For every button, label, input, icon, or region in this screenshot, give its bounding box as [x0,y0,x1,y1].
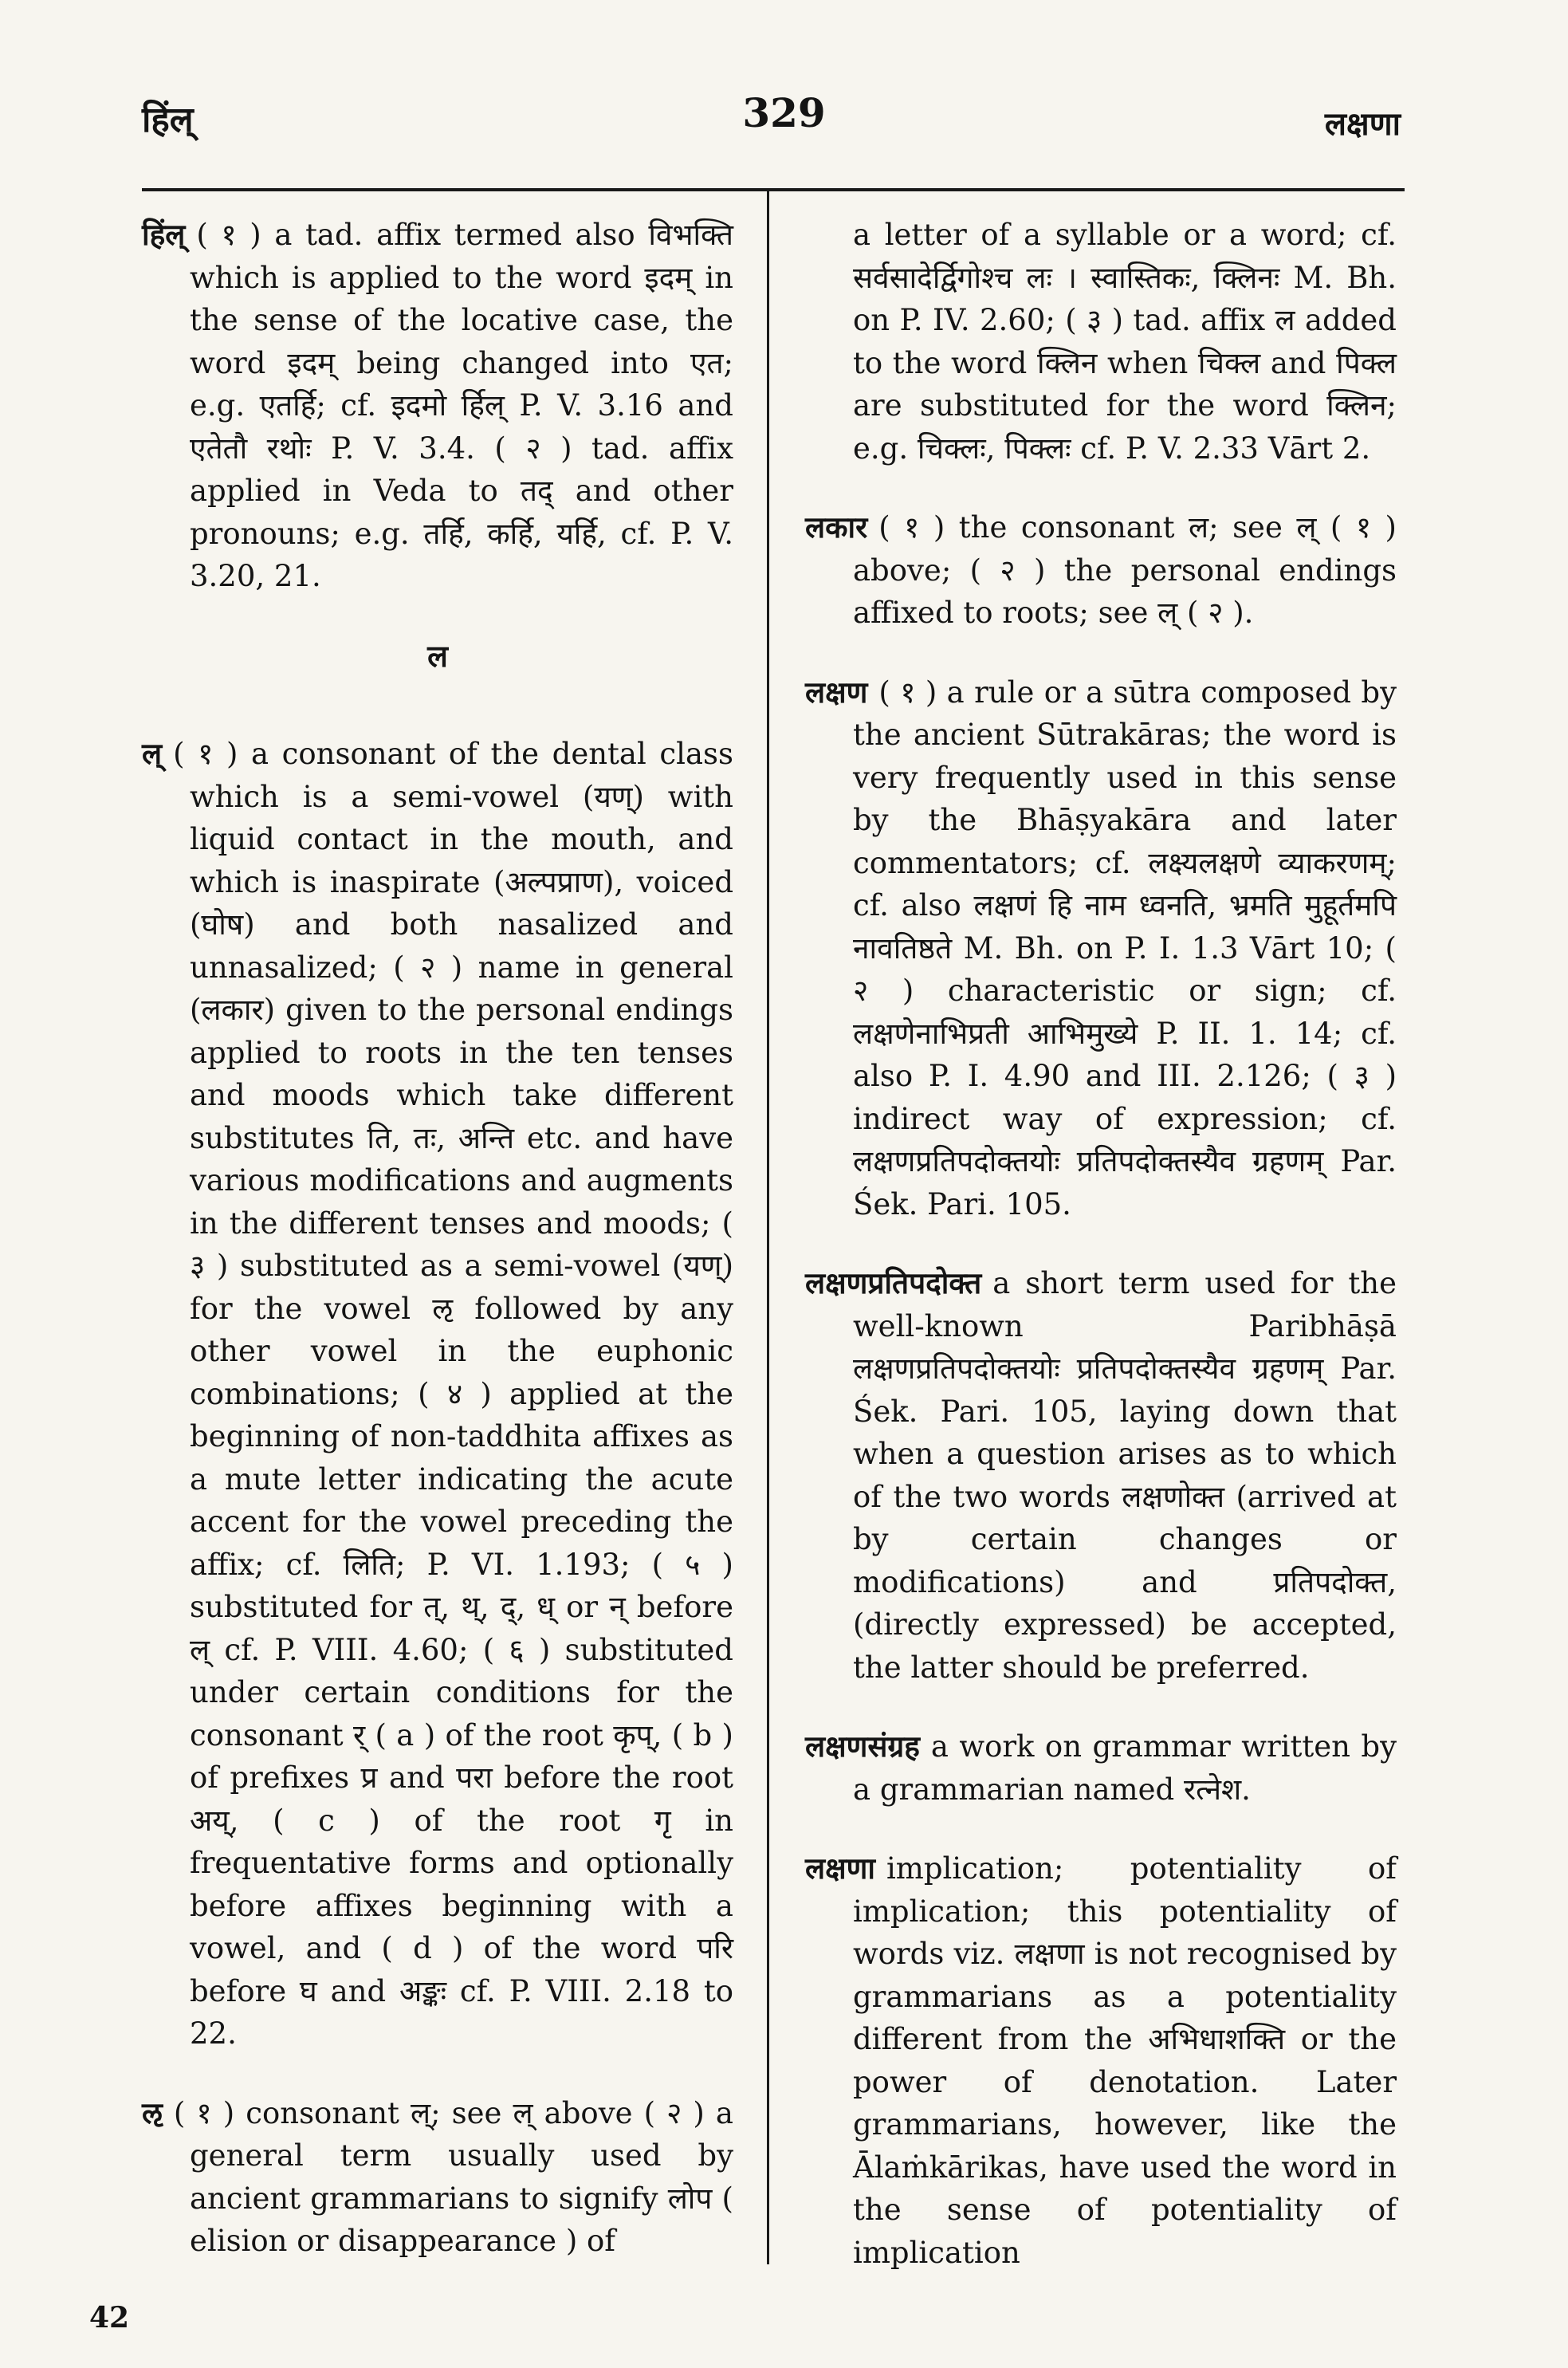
dictionary-entry-continued [805,214,1397,470]
entry-text: a work on grammar written by a grammarian named रत्नेश. [853,1729,1397,1807]
entry-headword: ऌ [142,2095,163,2130]
entry-text: a letter of a syllable or a word; cf. सर्वसादेर्द्विगोश्च लः । स्वास्तिकः, क्लिनः M. Bh. on P. IV. 2.60; ( ३ ) tad. affix ल added to the word क्लिन when चिक्ल and पिक्ल are substituted for the word क्लिन; e.g. चिक्लः, पिक्लः cf. P. V. 2.33 Vārt 2. [853,218,1397,466]
entry-headword: ल् [142,736,163,771]
dictionary-entry [805,506,1397,635]
dictionary-entry [805,1262,1397,1689]
entry-headword: लक्षणप्रतिपदोक्त [805,1265,982,1300]
entry-text: ( १ ) a rule or a sūtra composed by the ancient Sūtrakāras; the word is very frequently used in this sense by the Bhāṣyakāra and later commentators; cf. लक्ष्यलक्षणे व्याकरणम्; cf. also लक्षणं हि नाम ध्वनति, भ्रमति मुहूर्तमपि नावतिष्ठते M. Bh. on P. I. 1.3 Vārt 10; ( २ ) characteristic or sign; cf. लक्षणेनाभिप्रती आभिमुख्ये P. II. 1. 14; cf. also P. I. 4.90 and III. 2.126; ( ३ ) indirect way of expression; cf. लक्षणप्रतिपदोक्तयोः प्रतिपदोक्तस्यैव ग्रहणम् Par. Śek. Pari. 105. [853,675,1397,1221]
entry-text: ( १ ) a tad. affix termed also विभक्ति which is applied to the word इदम् in the sense of the locative case, the word इदम् being changed into एत; e.g. एतर्हि; cf. इदमो र्हिल् P. V. 3.16 and एतेतौ रथोः P. V. 3.4. ( २ ) tad. affix applied in Veda to तद् and other pronouns; e.g. तर्हि, कर्हि, यर्हि, cf. P. V. 3.20, 21. [190,218,733,593]
running-head-right: लक्षणा [1324,105,1401,143]
section-letter: ल [427,637,448,674]
dictionary-entry [805,671,1397,1226]
entry-text: a short term used for the well-known Paribhāṣā लक्षणप्रतिपदोक्तयोः प्रतिपदोक्तस्यैव ग्रहणम् Par. Śek. Pari. 105, laying down that when a question arises as to which of the two words लक्षणोक्त (arrived at by certain changes or modifications) and प्रतिपदोक्त, (directly expressed) be accepted, the latter should be preferred. [853,1266,1397,1685]
header-rule [142,188,1405,191]
dictionary-entry [805,1847,1397,2274]
right-column [805,214,1397,2311]
left-column [142,214,733,2299]
entry-text: ( १ ) consonant ल्; see ल् above ( २ ) a general term usually used by ancient grammarians to signify लोप ( elision or disappearance ) of [173,2095,733,2258]
running-head-left: हिंल् [142,100,194,140]
entry-text: ( १ ) the consonant ल; see ल् ( १ ) above; ( २ ) the personal endings affixed to roots; see ल् ( २ ). [853,510,1397,630]
dictionary-entry [805,1725,1397,1811]
entry-headword: लक्षणसंग्रह [805,1729,920,1764]
signature-mark: 42 [89,2301,130,2335]
dictionary-entry [142,214,733,598]
page-number: 329 [742,89,826,136]
entry-headword: लक्षण [805,674,868,710]
dictionary-entry [142,733,733,2055]
entry-headword: लक्षणा [805,1851,875,1886]
column-divider [767,191,769,2264]
entry-headword: हिंल् [142,217,186,252]
dictionary-entry [142,2092,733,2263]
entry-text: implication; potentiality of implication; this potentiality of words viz. लक्षणा is not recognised by grammarians as a potentiality different from the अभिधाशक्ति or the power of denotation. Later grammarians, however, like the Ālaṁkārikas, have used the word in the sense of potentiality of implication [853,1851,1397,2270]
entry-headword: लकार [805,509,868,545]
entry-text: ( १ ) a consonant of the dental class which is a semi-vowel (यण्) with liquid contact in the mouth, and which is inaspirate (अल्पप्राण), voiced (घोष) and both nasalized and unnasalized; ( २ ) name in general (लकार) given to the personal endings applied to roots in the ten tenses and moods which take different substitutes ति, तः, अन्ति etc. and have various modifications and augments in the different tenses and moods; ( ३ ) substituted as a semi-vowel (यण्) for the vowel ऌ followed by any other vowel in the euphonic combinations; ( ४ ) applied at the beginning of non-taddhita affixes as a mute letter indicating the acute accent for the vowel preceding the affix; cf. लिति; P. VI. 1.193; ( ५ ) substituted for त्, थ्, द्, ध् or न् before ल् cf. P. VIII. 4.60; ( ६ ) substituted under certain conditions for the consonant र् ( a ) of the root कृप्, ( b ) of prefixes प्र and परा before the root अय्, ( c ) of the root गृ in frequentative forms and optionally before affixes beginning with a vowel, and ( d ) of the word परि before घ and अङ्कः cf. P. VIII. 2.18 to 22. [173,737,733,2051]
